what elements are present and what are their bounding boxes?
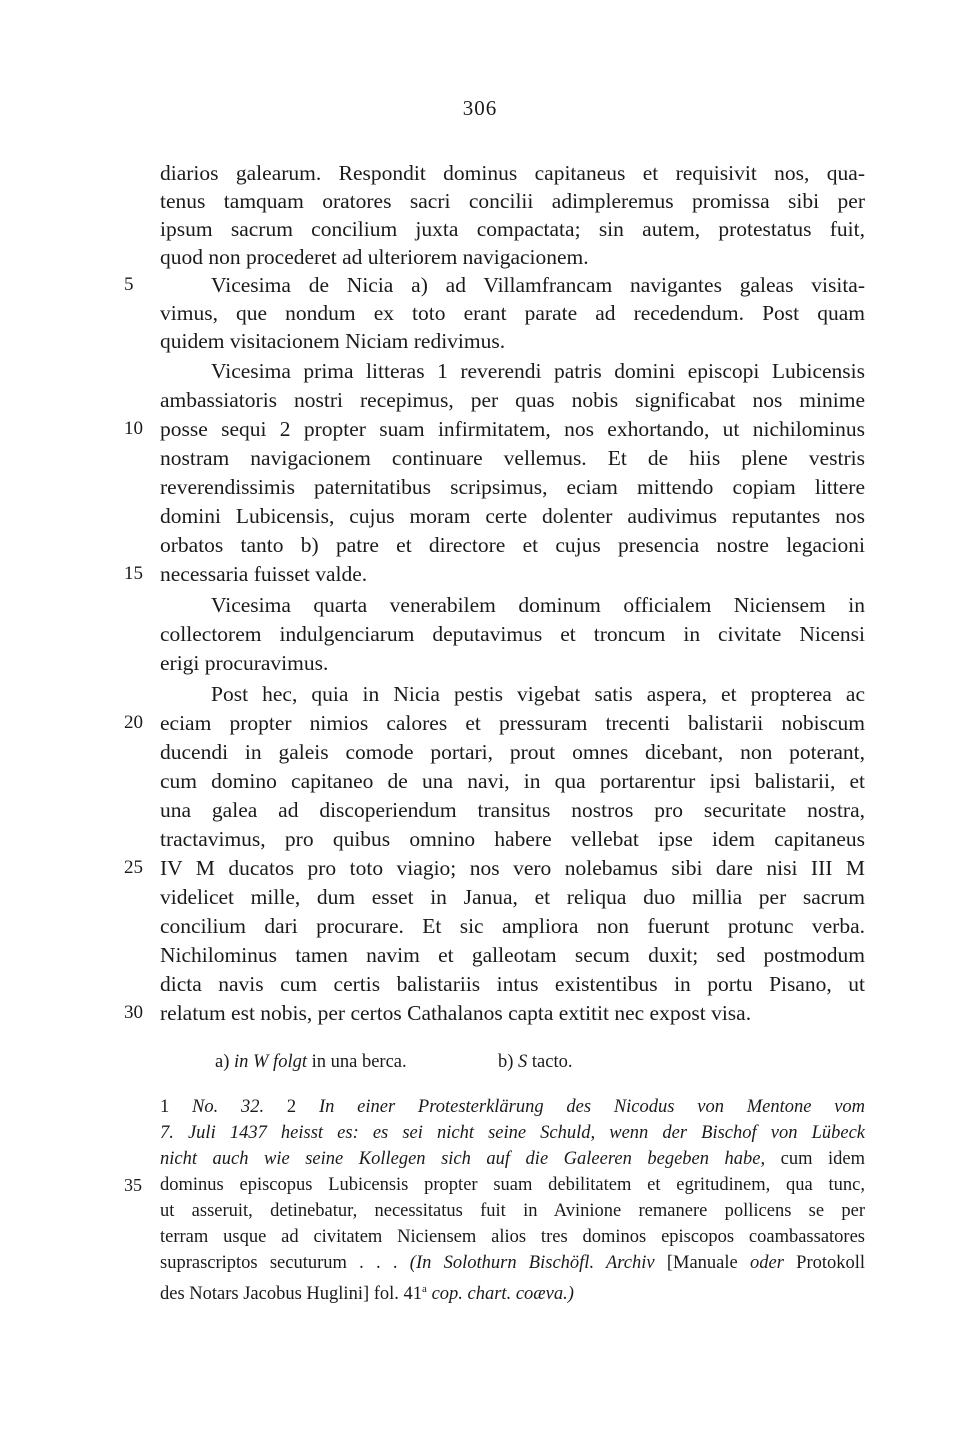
footnote-line-1 bbox=[160, 1095, 865, 1119]
variant-note-a-italic-1: in bbox=[234, 1052, 249, 1072]
variant-note-a-text: in una berca. bbox=[311, 1052, 407, 1072]
footnote-line-3-italic: nicht auch wie seine Kollegen sich auf die Galeeren begeben habe, bbox=[160, 1149, 766, 1169]
body-line-25: IV M ducatos pro toto viagio; nos vero nolebamus sibi dare nisi III M bbox=[160, 856, 865, 880]
footnote-line-6: terram usque ad civitatem Niciensem alios tres dominos episcopos coambassatores bbox=[160, 1227, 865, 1247]
line-number-25: 25 bbox=[124, 857, 143, 878]
body-line-23: una galea ad discoperiendum transitus nostros pro securitate nostra, bbox=[160, 798, 865, 822]
line-number-15: 15 bbox=[124, 563, 143, 584]
body-line-3: ipsum sacrum concilium juxta compactata; sin autem, protestatus fuit, bbox=[160, 217, 865, 241]
body-line-28: Nichilominus tamen navim et galleotam secum duxit; sed postmodum bbox=[160, 943, 865, 967]
variant-note-a-mark: a) bbox=[215, 1052, 230, 1072]
body-line-8: Vicesima prima litteras 1 reverendi patris domini episcopi Lubicensis bbox=[211, 359, 865, 383]
footnote-1-text: No. 32. bbox=[192, 1097, 265, 1117]
body-line-19: Post hec, quia in Nicia pestis vigebat satis aspera, et propterea ac bbox=[211, 682, 865, 706]
body-line-7: quidem visitacionem Niciam redivimus. bbox=[160, 329, 506, 353]
footnote-line-7-e: Protokoll bbox=[796, 1253, 866, 1273]
body-line-12: reverendissimis paternitatibus scripsimus, eciam mittendo copiam littere bbox=[160, 475, 865, 499]
body-line-18: erigi procuravimus. bbox=[160, 651, 329, 675]
line-number-30: 30 bbox=[124, 1002, 143, 1023]
body-line-11: nostram navigacionem continuare vellemus. Et de hiis plene vestris bbox=[160, 446, 865, 470]
body-line-24: tractavimus, pro quibus omnino habere vellebat ipse idem capitaneus bbox=[160, 827, 865, 851]
footnote-line-8-a: des Notars Jacobus Huglini] fol. 41 bbox=[160, 1284, 423, 1305]
body-line-4: quod non procederet ad ulteriorem navigacionem. bbox=[160, 245, 589, 269]
body-line-5: Vicesima de Nicia a) ad Villamfrancam navigantes galeas visita- bbox=[211, 273, 865, 297]
page-number: 306 bbox=[462, 96, 498, 120]
footnote-2-text: In einer Protesterklärung des Nicodus von Mentone vom bbox=[318, 1097, 866, 1117]
variant-note-b bbox=[498, 1050, 698, 1074]
footnote-line-8-b: cop. chart. coæva.) bbox=[431, 1284, 574, 1305]
footnote-line-5: ut asseruit, detinebatur, necessitatus fuit in Avinione remanere pollicens se per bbox=[160, 1201, 865, 1221]
body-line-13: domini Lubicensis, cujus moram certe dolenter audivimus reputantes nos bbox=[160, 504, 865, 528]
body-line-17: collectorem indulgenciarum deputavimus et troncum in civitate Nicensi bbox=[160, 622, 865, 646]
line-number-35: 35 bbox=[124, 1175, 142, 1195]
body-line-27: concilium dari procurare. Et sic ampliora non fuerunt protunc verba. bbox=[160, 914, 865, 938]
body-line-1: diarios galearum. Respondit dominus capitaneus et requisivit nos, qua- bbox=[160, 161, 865, 185]
body-line-9: ambassiatoris nostri recepimus, per quas nobis significabat nos minime bbox=[160, 388, 865, 412]
body-line-21: ducendi in galeis comode portari, prout omnes dicebant, non poterant, bbox=[160, 740, 865, 764]
footnote-line-7 bbox=[160, 1251, 865, 1275]
footnote-line-7-a: suprascriptos secuturum . . . bbox=[160, 1253, 398, 1273]
variant-note-b-italic: S bbox=[518, 1052, 528, 1072]
footnote-line-8 bbox=[160, 1277, 865, 1306]
footnote-line-3-roman: cum idem bbox=[780, 1149, 866, 1169]
variant-note-b-mark: b) bbox=[498, 1052, 514, 1072]
line-number-5: 5 bbox=[124, 274, 134, 295]
body-line-22: cum domino capitaneo de una navi, in qua portarentur ipsi balistarii, et bbox=[160, 769, 865, 793]
footnote-line-4: dominus episcopus Lubicensis propter suam debilitatem et egritudinem, qua tunc, bbox=[160, 1175, 865, 1195]
variant-note-a-italic-2: W folgt bbox=[253, 1052, 307, 1072]
footnote-line-7-b: (In Solothurn Bischöfl. Archiv bbox=[409, 1253, 655, 1273]
body-line-20: eciam propter nimios calores et pressuram trecenti balistarii nobiscum bbox=[160, 711, 865, 735]
body-line-10: posse sequi 2 propter suam infirmitatem, nos exhortando, ut nichilominus bbox=[160, 417, 865, 441]
footnote-line-3 bbox=[160, 1147, 865, 1171]
body-line-16: Vicesima quarta venerabilem dominum officialem Niciensem in bbox=[211, 593, 865, 617]
variant-note-b-text: tacto. bbox=[531, 1052, 573, 1072]
body-line-26: videlicet mille, dum esset in Janua, et reliqua duo millia per sacrum bbox=[160, 885, 865, 909]
body-line-15: necessaria fuisset valde. bbox=[160, 562, 368, 586]
body-line-14: orbatos tanto b) patre et directore et cujus presencia nostre legacioni bbox=[160, 533, 865, 557]
line-number-20: 20 bbox=[124, 712, 143, 733]
line-number-10: 10 bbox=[124, 418, 143, 439]
footnote-line-7-c: [Manuale bbox=[666, 1253, 738, 1273]
footnote-line-8-sup: a bbox=[422, 1283, 427, 1295]
footnote-1-mark: 1 bbox=[160, 1097, 170, 1117]
footnote-line-7-d: oder bbox=[750, 1253, 784, 1273]
footnote-2-mark: 2 bbox=[286, 1097, 297, 1117]
body-line-29: dicta navis cum certis balistariis intus existentibus in portu Pisano, ut bbox=[160, 972, 865, 996]
body-line-30: relatum est nobis, per certos Cathalanos capta extitit nec expost visa. bbox=[160, 1001, 752, 1025]
body-line-6: vimus, que nondum ex toto erant parate ad recedendum. Post quam bbox=[160, 301, 865, 325]
footnote-line-2: 7. Juli 1437 heisst es: es sei nicht seine Schuld, wenn der Bischof von Lübeck bbox=[160, 1123, 865, 1143]
body-line-2: tenus tamquam oratores sacri concilii adimpleremus promissa sibi per bbox=[160, 189, 865, 213]
